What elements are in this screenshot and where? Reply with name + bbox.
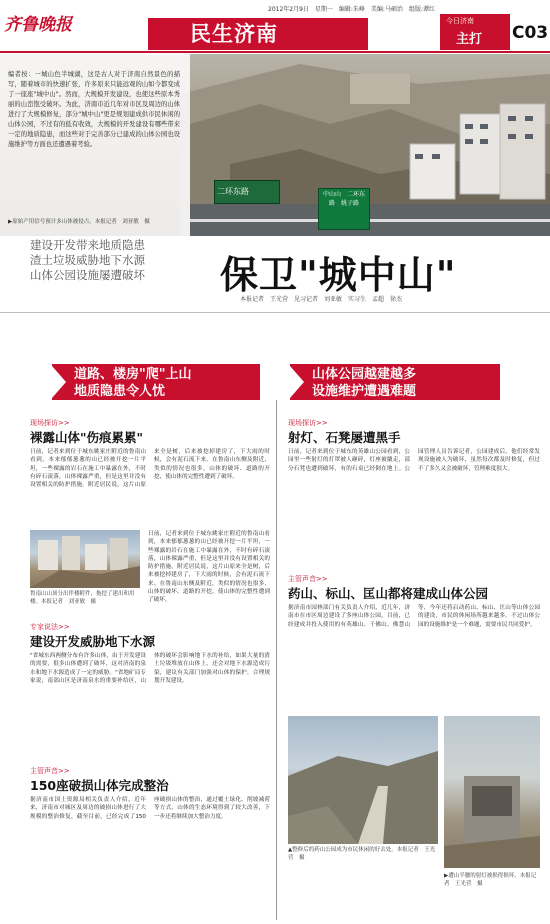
- left-headline-2: 建设开发威胁地下水源: [30, 634, 156, 649]
- left-kicker-3: 主管声音>>: [30, 767, 70, 775]
- right-article-2: 据济南市园林部门有关负责人介绍，近几年，济南市在市区周边建设了多座山体公园，目前，已经建成并投入使用的有英雄山、千佛山、佛慧山等，今年还将启动药山、标山、匡山等山体公园的建设，市民的休闲场所越来越多。不过山体公园的设施维护是一个难题，需要市民共同爱护。: [288, 605, 540, 628]
- editor-note: 编者按：一城山色半城湖，这是古人对于济南自然景色的描写，随着城市的快速扩张，许多原来只能远观的山如今都变成了一座座"城中山"。然而，大规模开发建设，也使这些原本秀丽的山峦饱受破坏。为此，济南市近几年对市区及周边的山体进行了大规模修复，部分"城中山"更是规划建成供市民休闲的山体公园，不过有的低有收效，大规模的开发建设有哪些带来一定的地质隐患，而这些对于完善部分已建成的山体公园也设施维护等方面也还遭遇着考验。: [8, 71, 180, 148]
- left-banner-arrow: [52, 366, 66, 398]
- park-photo-caption: ▲整修后的药山公园成为市民休闲的好去处。本报记者 王光营 摄: [288, 847, 436, 861]
- column-divider: [276, 400, 277, 920]
- page-number: C03: [512, 23, 549, 43]
- section-title: 民生济南: [190, 22, 278, 46]
- left-banner-text: 道路、楼房"爬"上山 地质隐患令人忧: [74, 367, 192, 399]
- headline-rule: [0, 312, 550, 313]
- subhead: 建设开发带来地质隐患 渣土垃圾威胁地下水源 山体公园设施屡遭破坏: [30, 238, 145, 282]
- right-headline-1: 射灯、石凳屡遭黑手: [288, 430, 401, 445]
- newspaper-logo: 齐鲁晚报: [4, 15, 72, 35]
- right-kicker-1: 现场探访>>: [288, 419, 328, 427]
- editor-label: 主打: [456, 32, 483, 47]
- right-banner-arrow: [290, 366, 304, 398]
- right-headline-2: 药山、标山、匡山都将建成山体公园: [288, 586, 489, 601]
- masthead-rule: [0, 51, 550, 53]
- park-photo-scene: [288, 716, 438, 844]
- left-photo-scene: [30, 530, 140, 588]
- park-photo: [288, 716, 438, 844]
- today-label: 今日济南: [446, 17, 474, 25]
- direction-sign-text: 中山山 二环东路 姚子路: [322, 191, 365, 207]
- right-article-1: 日前，记者来到位于城东的英雄山公园看到，公园里一些射灯的灯罩被人砸碎，灯座被撬走，部分石凳也遭到破坏，有的石桌已经倒在地上。公园管理人员告诉记者，公园建成后，他们经常发现设施被人为破坏，虽然每次都及时修复，但过不了多久又会被破坏，管理难度很大。: [288, 449, 540, 472]
- left-article-1-cont: 日前，记者来到位于城东姚家庄附近的鲁南山看到，本来郁郁葱葱的山已经被开挖一片平坦，一些裸露的岩石在施工中暴露在外，不时有碎石滚落，山体裸露严重，但是这里并没有设置相关的防护措施。附近居民说，这片山原来全是树，后来被挖掉建房了，下大雨的时候，会有泥石流下来。在鲁南山东侧及附近，类似的情况也很多，山体的破坏、道路的开挖，使山体的完整性遭到了破坏。: [148, 531, 270, 604]
- left-article-2: "省城东西两侧分布有许多山体，由于开发建设的需要，很多山体遭到了破坏，这对济南的泉水和地下水源造成了一定的威胁。"省地矿局专家说，南部山区是济南泉水的重要补给区，山体的破坏会影响地下水的补给，如果大量的渣土垃圾堆放在山体上，还会对地下水源造成污染，建议有关部门加强对山体的保护，合理规划开发建设。: [30, 653, 270, 684]
- hero-caption: ▶原始产用信号预计多山体被侵占。本报记者 刘亚敏 摄: [8, 219, 150, 225]
- left-kicker-1: 现场探访>>: [30, 419, 70, 427]
- lamp-photo-caption: ▶遭山半腰的射灯被损得损坏。本报记者 王光营 摄: [444, 873, 537, 887]
- left-kicker-2: 专家说法>>: [30, 623, 70, 631]
- byline: 本报记者 王光营 见习记者 刘亚敏 实习生 孟超 徐杰: [240, 296, 403, 303]
- dateline: 2012年2月9日 星期一 编辑:朱峰 美编:马硕治 组版:谭红: [268, 6, 435, 13]
- left-headline-1: 裸露山体"伤痕累累": [30, 430, 144, 445]
- left-photo: [30, 530, 140, 588]
- left-headline-3: 150座破损山体完成整治: [30, 778, 169, 793]
- road-sign-text: 二环东路: [217, 187, 249, 196]
- lamp-photo: [444, 716, 540, 868]
- left-photo-caption: 鲁南山山顶分出伴楼附件，拖挖了建出和用楼。本报记者 刘亚敏 摄: [30, 591, 135, 605]
- left-article-1: 日前，记者来到位于城东姚家庄附近的鲁南山看到，本来郁郁葱葱的山已经被开挖一片平坦，一些裸露的岩石在施工中暴露在外，不时有碎石滚落，山体裸露严重，但是这里并没有设置相关的防护措施。附近居民说，这片山原来全是树，后来被挖掉建房了，下大雨的时候，会有泥石流下来。在鲁南山东侧及附近，类似的情况也很多，山体的破坏、道路的开挖，使山体的完整性遭到了破坏。: [30, 449, 270, 489]
- right-kicker-2: 主管声音>>: [288, 575, 328, 583]
- right-banner-text: 山体公园越建越多 设施维护遭遇难题: [312, 367, 417, 399]
- left-article-3: 据济南市国土资源局相关负责人介绍，近年来，济南市对城区及周边的破损山体进行了大规模的整治修复，截至目前，已经完成了150座破损山体的整治，通过覆土绿化、削坡减荷等方式，山体的生态环境得到了较大改善，下一步还将继续加大整治力度。: [30, 797, 270, 820]
- main-headline: 保卫"城中山": [220, 252, 457, 297]
- lamp-photo-scene: [444, 716, 540, 868]
